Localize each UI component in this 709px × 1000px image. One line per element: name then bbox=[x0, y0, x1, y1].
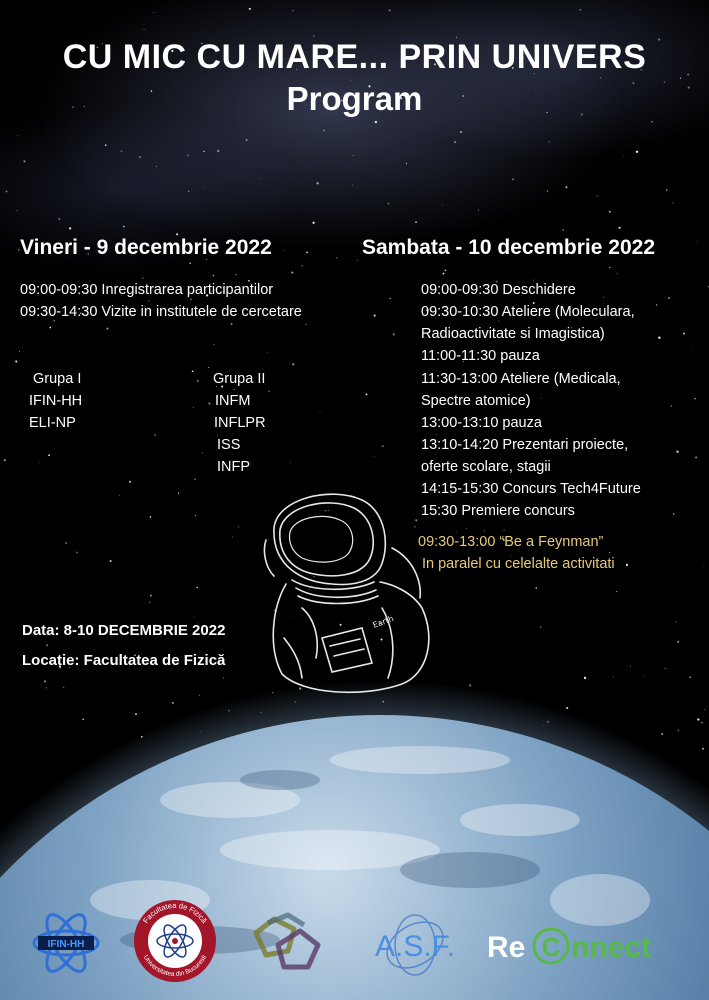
svg-text:Earth: Earth bbox=[371, 614, 395, 630]
event-location: Locație: Facultatea de Fizică bbox=[22, 652, 226, 669]
poster-subtitle: Program bbox=[286, 80, 423, 117]
friday-item: 09:30-14:30 Vizite in institutele de cercetare bbox=[20, 304, 302, 320]
group2-member: INFM bbox=[215, 393, 251, 409]
group2-label: Grupa II bbox=[213, 371, 266, 387]
group1-member: IFIN-HH bbox=[29, 393, 83, 409]
group2-member: INFLPR bbox=[214, 415, 266, 431]
saturday-line: Radioactivitate si Imagistica) bbox=[421, 326, 605, 342]
asf-logo-text: A.S.F. bbox=[374, 930, 456, 963]
group1-label: Grupa I bbox=[33, 371, 82, 387]
event-date: Data: 8-10 DECEMBRIE 2022 bbox=[22, 622, 226, 639]
saturday-line: oferte scolare, stagii bbox=[421, 459, 551, 475]
saturday-line: 13:00-13:10 pauza bbox=[421, 415, 542, 431]
abstract-logo bbox=[248, 905, 328, 980]
group2-member: INFP bbox=[217, 459, 251, 475]
seal-top-text: Facultatea de Fizică bbox=[141, 900, 209, 925]
group1-member: ELI-NP bbox=[29, 415, 76, 431]
friday-item: 09:00-09:30 Inregistrarea participantilor bbox=[20, 282, 274, 298]
reconnect-pre-text: Re bbox=[487, 931, 526, 964]
group2-member: ISS bbox=[217, 437, 241, 453]
parallel-activity-note: In paralel cu celelalte activitati bbox=[422, 556, 615, 572]
faculty-physics-seal bbox=[132, 898, 218, 984]
saturday-line: 11:30-13:00 Ateliere (Medicala, bbox=[421, 371, 621, 387]
saturday-line: 09:30-10:30 Ateliere (Moleculara, bbox=[421, 304, 635, 320]
reconnect-post-text: nnect bbox=[571, 931, 652, 964]
saturday-line: 11:00-11:30 pauza bbox=[421, 348, 540, 364]
saturday-line: 14:15-15:30 Concurs Tech4Future bbox=[421, 481, 641, 497]
seal-bottom-text: Universitatea din Bucuresti bbox=[141, 954, 209, 979]
asf-logo bbox=[365, 910, 465, 980]
ifin-hh-logo bbox=[30, 908, 102, 978]
reconnect-c-text: C bbox=[541, 932, 561, 962]
ifin-logo-text: IFIN-HH bbox=[47, 939, 85, 950]
astronaut-sketch bbox=[262, 488, 442, 698]
saturday-line: 13:10-14:20 Prezentari proiecte, bbox=[421, 437, 629, 453]
poster-title: CU MIC CU MARE... PRIN UNIVERS bbox=[62, 38, 647, 76]
saturday-line: Spectre atomice) bbox=[421, 393, 531, 409]
parallel-activity-time: 09:30-13:00 “Be a Feynman” bbox=[418, 534, 604, 550]
saturday-line: 15:30 Premiere concurs bbox=[421, 503, 575, 519]
saturday-line: 09:00-09:30 Deschidere bbox=[421, 282, 576, 298]
friday-heading: Vineri - 9 decembrie 2022 bbox=[20, 236, 272, 259]
reconnect-logo bbox=[487, 924, 699, 968]
saturday-heading: Sambata - 10 decembrie 2022 bbox=[362, 236, 655, 259]
